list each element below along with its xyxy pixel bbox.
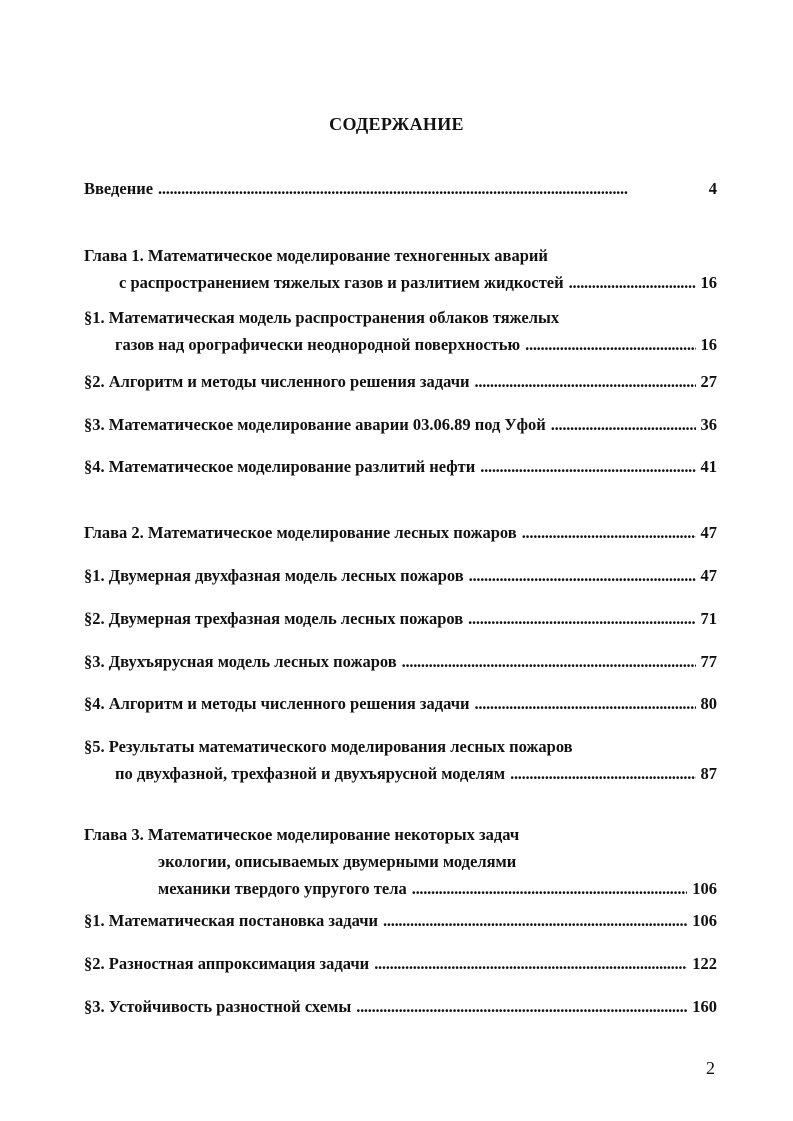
toc-page-number: 80	[700, 694, 717, 713]
toc-page-number: 71	[700, 609, 717, 628]
leader-dots	[551, 411, 696, 438]
toc-entry-chapter-3[interactable]	[84, 821, 717, 902]
toc-page-number: 106	[692, 911, 717, 930]
leader-dots	[480, 453, 695, 480]
leader-dots	[383, 907, 687, 934]
toc-entry-text: §5. Результаты математического моделирования лесных пожаров	[84, 737, 573, 756]
toc-page-number: 41	[700, 457, 717, 476]
toc-entry-text: §1. Двумерная двухфазная модель лесных пожаров	[84, 566, 464, 585]
leader-dots	[475, 690, 696, 717]
toc-entry-text: §2. Разностная аппроксимация задачи	[84, 954, 370, 973]
page-number: 2	[706, 1058, 715, 1078]
toc-page-number: 106	[692, 879, 717, 898]
leader-dots	[522, 519, 696, 546]
toc-entry-text: Введение	[84, 179, 154, 198]
leader-dots	[569, 269, 696, 296]
leader-dots	[468, 605, 695, 632]
toc-entry-text: Глава 3. Математическое моделирование некоторых задач	[84, 825, 520, 844]
toc-entry-text: экологии, описываемых двумерными моделями	[158, 852, 517, 871]
toc-entry-ch3-section-2[interactable]	[84, 950, 717, 977]
toc-entry-ch3-section-3[interactable]	[84, 993, 717, 1020]
toc-entry-text: по двухфазной, трехфазной и двухъярусной моделям	[115, 764, 506, 783]
toc-entry-ch2-section-4[interactable]	[84, 690, 717, 717]
toc-entry-ch2-section-2[interactable]	[84, 605, 717, 632]
toc-entry-ch3-section-1[interactable]	[84, 907, 717, 934]
page-title: СОДЕРЖАНИЕ	[329, 114, 464, 134]
toc-page-number: 160	[692, 997, 717, 1016]
toc-entry-text: Глава 2. Математическое моделирование лесных пожаров	[84, 523, 517, 542]
toc-page-number: 122	[692, 954, 717, 973]
leader-dots	[475, 368, 696, 395]
toc-page-number: 47	[700, 523, 717, 542]
leader-dots	[374, 950, 687, 977]
toc-entry-text: §4. Математическое моделирование разлитий нефти	[84, 457, 476, 476]
toc-entry-ch1-section-2[interactable]	[84, 368, 717, 395]
toc-entry-text: §3. Математическое моделирование аварии 03.06.89 под Уфой	[84, 415, 546, 434]
toc-entry-text: механики твердого упругого тела	[158, 879, 407, 898]
toc-entry-text: §1. Математическая модель распространения облаков тяжелых	[84, 308, 560, 327]
toc-page-number: 77	[700, 652, 717, 671]
toc-page-number: 16	[700, 273, 717, 292]
leader-dots	[356, 993, 687, 1020]
toc-entry-ch1-section-4[interactable]	[84, 453, 717, 480]
toc-entry-ch1-section-1[interactable]	[84, 304, 717, 358]
leader-dots	[412, 875, 688, 902]
toc-entry-text: §3. Двухъярусная модель лесных пожаров	[84, 652, 397, 671]
leader-dots	[469, 562, 696, 589]
toc-entry-text: §2. Двумерная трехфазная модель лесных пожаров	[84, 609, 464, 628]
toc-page-number: 16	[700, 335, 717, 354]
toc-entry-text: Глава 1. Математическое моделирование техногенных аварий	[84, 246, 548, 265]
leader-dots	[402, 648, 696, 675]
toc-entry-ch2-section-5[interactable]	[84, 733, 717, 787]
toc-entry-ch2-section-3[interactable]	[84, 648, 717, 675]
toc-page-number: 27	[700, 372, 717, 391]
leader-dots	[158, 175, 704, 202]
leader-dots	[525, 331, 695, 358]
toc-entry-text: §4. Алгоритм и методы численного решения задачи	[84, 694, 470, 713]
toc-entry-text: §3. Устойчивость разностной схемы	[84, 997, 352, 1016]
toc-page-number: 36	[700, 415, 717, 434]
toc-entry-text: с распространением тяжелых газов и разлитием жидкостей	[119, 273, 564, 292]
toc-entry-text: §2. Алгоритм и методы численного решения задачи	[84, 372, 470, 391]
toc-entry-chapter-2[interactable]	[84, 519, 717, 546]
toc-entry-text: газов над орографически неоднородной поверхностью	[115, 335, 521, 354]
leader-dots	[510, 760, 695, 787]
toc-entry-chapter-1[interactable]	[84, 242, 717, 296]
toc-page-number: 87	[700, 764, 717, 783]
toc-entry-ch2-section-1[interactable]	[84, 562, 717, 589]
toc-page-number: 4	[708, 179, 717, 198]
toc-entry-intro[interactable]	[84, 175, 717, 202]
toc-page-number: 47	[700, 566, 717, 585]
toc-entry-text: §1. Математическая постановка задачи	[84, 911, 379, 930]
toc-entry-ch1-section-3[interactable]	[84, 411, 717, 438]
